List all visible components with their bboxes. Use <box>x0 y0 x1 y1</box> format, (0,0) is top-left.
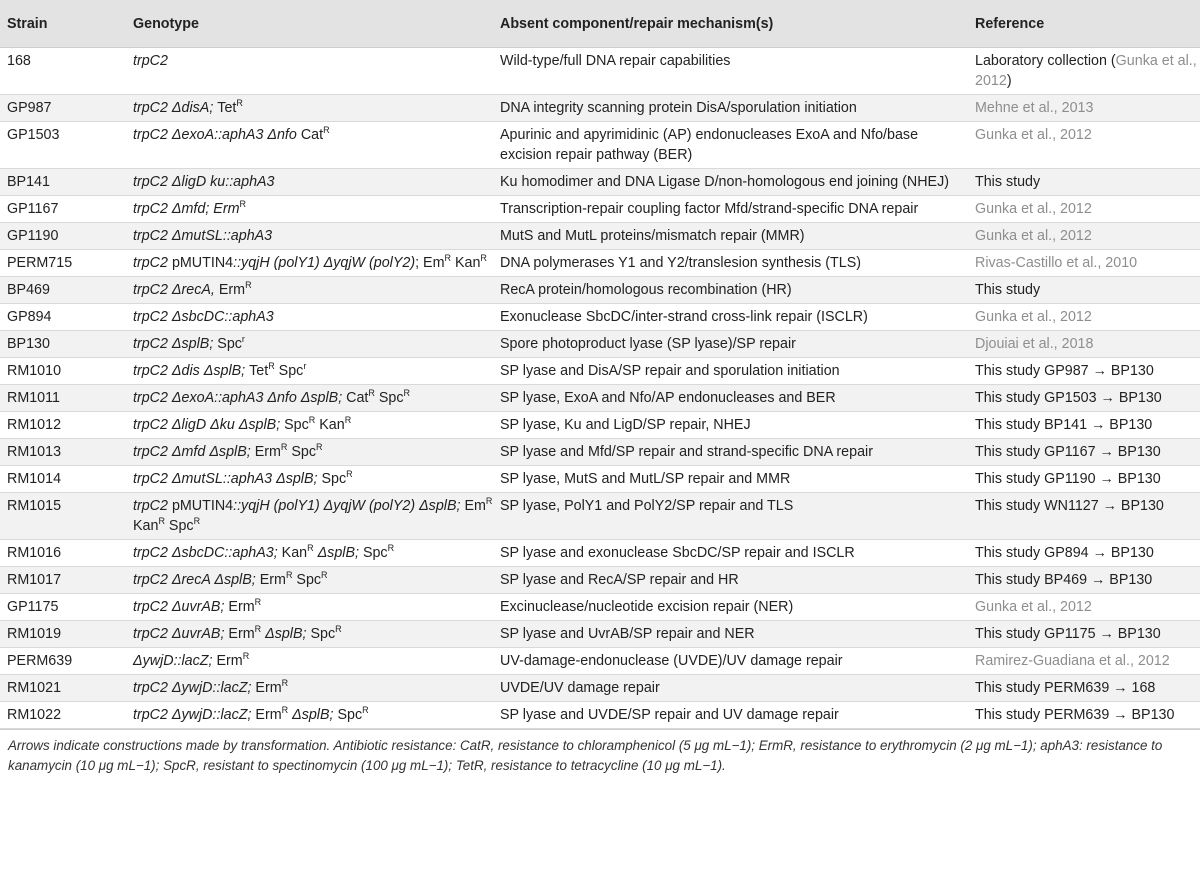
genotype-cell <box>126 493 493 540</box>
reference-cell <box>968 95 1200 122</box>
resistance-superscript: R <box>321 570 328 580</box>
reference-text: This study GP1175 → BP130 <box>975 626 1161 642</box>
genotype-text: trpC2 ΔuvrAB; <box>133 626 229 642</box>
reference-link[interactable]: Ramirez-Guadiana et al., 2012 <box>975 653 1170 669</box>
genotype-cell <box>126 466 493 493</box>
strain-cell: GP1190 <box>0 223 126 250</box>
resistance-superscript: R <box>239 199 247 209</box>
table-row <box>0 567 1200 594</box>
reference-text: ) <box>1006 73 1012 89</box>
table-row <box>0 358 1200 385</box>
reference-text: This study <box>975 282 1041 298</box>
strain-cell: RM1010 <box>0 358 126 385</box>
resistance-superscript: R <box>254 597 262 607</box>
table-row <box>0 196 1200 223</box>
genotype-marker: Erm <box>228 599 255 615</box>
reference-link[interactable]: Gunka et al., 2012 <box>975 201 1092 217</box>
genotype-marker: pMUTIN4 <box>171 255 234 271</box>
mechanism-cell: SP lyase, Ku and LigD/SP repair, NHEJ <box>493 412 968 439</box>
genotype-cell <box>126 648 493 675</box>
genotype-text: trpC2 Δmfd ΔsplB; <box>133 444 255 460</box>
genotype-marker: Kan <box>133 518 159 534</box>
resistance-superscript: R <box>245 280 252 290</box>
reference-text: This study <box>975 174 1041 190</box>
strain-cell: RM1011 <box>0 385 126 412</box>
resistance-superscript: R <box>323 125 330 135</box>
reference-text: This study GP1503 → BP130 <box>975 390 1162 406</box>
resistance-superscript: R <box>193 516 201 526</box>
resistance-superscript: R <box>444 253 451 263</box>
mechanism-cell: Wild-type/full DNA repair capabilities <box>493 48 968 95</box>
reference-link[interactable]: Gunka et al., 2012 <box>975 228 1092 244</box>
strain-cell: RM1014 <box>0 466 126 493</box>
mechanism-cell: SP lyase and UvrAB/SP repair and NER <box>493 621 968 648</box>
reference-cell <box>968 648 1200 675</box>
genotype-cell <box>126 122 493 169</box>
table-row <box>0 277 1200 304</box>
genotype-marker: Erm <box>255 680 282 696</box>
genotype-marker: Spc <box>374 390 404 406</box>
genotype-text: trpC2 ΔrecA, <box>133 282 219 298</box>
mechanism-cell: Excinuclease/nucleotide excision repair (NER) <box>493 594 968 621</box>
reference-cell <box>968 412 1200 439</box>
genotype-marker: Cat <box>346 390 369 406</box>
reference-cell <box>968 702 1200 729</box>
table-row <box>0 169 1200 196</box>
genotype-text: ::yqjH (polY1) ΔyqjW (polY2) ΔsplB; <box>233 498 465 514</box>
reference-text: This study WN1127 → BP130 <box>975 498 1164 514</box>
genotype-cell <box>126 439 493 466</box>
reference-cell <box>968 48 1200 95</box>
mechanism-cell: DNA polymerases Y1 and Y2/translesion synthesis (TLS) <box>493 250 968 277</box>
genotype-text: trpC2 ΔywjD::lacZ; <box>133 680 256 696</box>
mechanism-cell: Ku homodimer and DNA Ligase D/non-homologous end joining (NHEJ) <box>493 169 968 196</box>
resistance-superscript: R <box>280 442 288 452</box>
reference-text: This study PERM639 → BP130 <box>975 707 1175 723</box>
table-row <box>0 621 1200 648</box>
reference-link[interactable]: Rivas-Castillo et al., 2010 <box>975 255 1138 271</box>
genotype-text: trpC2 ΔsbcDC::aphA3; <box>133 545 282 561</box>
reference-cell <box>968 250 1200 277</box>
mechanism-cell: SP lyase, PolY1 and PolY2/SP repair and TLS <box>493 493 968 540</box>
reference-cell <box>968 122 1200 169</box>
table-row <box>0 439 1200 466</box>
genotype-text: ΔsplB; <box>261 626 311 642</box>
resistance-superscript: R <box>268 361 275 371</box>
resistance-superscript: R <box>480 253 487 263</box>
resistance-superscript: r <box>241 334 245 344</box>
genotype-cell <box>126 385 493 412</box>
table-row <box>0 122 1200 169</box>
resistance-superscript: r <box>303 361 307 371</box>
genotype-marker: Spc <box>362 545 388 561</box>
reference-cell <box>968 331 1200 358</box>
strain-cell: BP141 <box>0 169 126 196</box>
strain-cell: PERM639 <box>0 648 126 675</box>
genotype-marker: Spc <box>164 518 194 534</box>
reference-cell <box>968 223 1200 250</box>
mechanism-cell: SP lyase and Mfd/SP repair and strand-specific DNA repair <box>493 439 968 466</box>
resistance-superscript: R <box>307 543 314 553</box>
mechanism-cell: MutS and MutL proteins/mismatch repair (MMR) <box>493 223 968 250</box>
genotype-text: trpC2 ΔywjD::lacZ; <box>133 707 256 723</box>
reference-cell <box>968 594 1200 621</box>
strain-cell: RM1016 <box>0 540 126 567</box>
resistance-superscript: R <box>368 388 375 398</box>
genotype-cell <box>126 169 493 196</box>
genotype-cell <box>126 675 493 702</box>
genotype-text: trpC2 ΔrecA ΔsplB; <box>133 572 260 588</box>
reference-text: This study GP987 → BP130 <box>975 363 1154 379</box>
resistance-superscript: R <box>485 496 493 506</box>
strain-cell: RM1021 <box>0 675 126 702</box>
mechanism-cell: SP lyase, ExoA and Nfo/AP endonucleases and BER <box>493 385 968 412</box>
reference-cell <box>968 196 1200 223</box>
table-row <box>0 648 1200 675</box>
genotype-marker: Erm <box>259 572 286 588</box>
genotype-marker: Tet <box>249 363 269 379</box>
resistance-superscript: R <box>335 624 342 634</box>
reference-cell <box>968 466 1200 493</box>
genotype-text: trpC2 ΔmutSL::aphA3 <box>133 228 273 244</box>
reference-text: This study BP469 → BP130 <box>975 572 1153 588</box>
reference-cell <box>968 358 1200 385</box>
genotype-cell <box>126 95 493 122</box>
genotype-marker: Erm <box>216 653 243 669</box>
reference-text: This study GP1190 → BP130 <box>975 471 1161 487</box>
genotype-text: trpC2 ΔexoA::aphA3 Δnfo <box>133 127 301 143</box>
reference-text: This study PERM639 → 168 <box>975 680 1156 696</box>
genotype-cell <box>126 250 493 277</box>
resistance-superscript: R <box>236 98 243 108</box>
resistance-superscript: R <box>281 705 289 715</box>
mechanism-cell: UVDE/UV damage repair <box>493 675 968 702</box>
resistance-superscript: R <box>403 388 411 398</box>
genotype-marker: Erm <box>254 444 281 460</box>
strain-cell: RM1022 <box>0 702 126 729</box>
strain-cell: RM1017 <box>0 567 126 594</box>
reference-cell <box>968 493 1200 540</box>
genotype-cell <box>126 48 493 95</box>
resistance-superscript: R <box>344 415 352 425</box>
genotype-marker: Erm <box>255 707 282 723</box>
table-footnote: Arrows indicate constructions made by transformation. Antibiotic resistance: CatR, resistance to chloramphenicol (5 μg mL−1); ErmR, resistance to erythromycin (2 μg mL−1); aphA3: resistance to kanamycin (10 μg mL−1); SpcR, resistant to spectinomycin (100 μg mL−1); TetR, resistance to tetracycline (10 μg mL−1). <box>0 729 1200 776</box>
mechanism-cell: Spore photoproduct lyase (SP lyase)/SP repair <box>493 331 968 358</box>
table-row <box>0 675 1200 702</box>
genotype-cell <box>126 412 493 439</box>
genotype-text: disA; <box>181 100 218 116</box>
genotype-marker: Spc <box>310 626 336 642</box>
reference-text: This study GP894 → BP130 <box>975 545 1154 561</box>
genotype-text: trpC2 <box>133 498 172 514</box>
genotype-marker: Spc <box>217 336 242 352</box>
mechanism-cell: SP lyase and DisA/SP repair and sporulation initiation <box>493 358 968 385</box>
table-row <box>0 304 1200 331</box>
resistance-superscript: R <box>362 705 369 715</box>
table-row <box>0 540 1200 567</box>
genotype-marker: Cat <box>300 127 324 143</box>
genotype-text: trpC2 ΔligD ku::aphA3 <box>133 174 275 190</box>
mechanism-cell: SP lyase and RecA/SP repair and HR <box>493 567 968 594</box>
genotype-marker: Spc <box>274 363 304 379</box>
resistance-superscript: R <box>308 415 316 425</box>
mechanism-cell: RecA protein/homologous recombination (HR) <box>493 277 968 304</box>
resistance-superscript: R <box>254 624 262 634</box>
genotype-cell <box>126 196 493 223</box>
table-row <box>0 466 1200 493</box>
genotype-text: trpC2 ΔsbcDC::aphA3 <box>133 309 274 325</box>
strain-cell: RM1012 <box>0 412 126 439</box>
strain-cell: GP1175 <box>0 594 126 621</box>
genotype-marker: Erm <box>228 626 255 642</box>
mechanism-cell: Exonuclease SbcDC/inter-strand cross-link repair (ISCLR) <box>493 304 968 331</box>
strain-cell: BP130 <box>0 331 126 358</box>
reference-cell <box>968 567 1200 594</box>
reference-cell <box>968 169 1200 196</box>
genotype-text: trpC2 ΔligD Δku ΔsplB; <box>133 417 285 433</box>
genotype-cell <box>126 358 493 385</box>
genotype-marker: ; Em <box>415 255 445 271</box>
resistance-superscript: R <box>242 651 250 661</box>
table-row <box>0 95 1200 122</box>
genotype-cell <box>126 594 493 621</box>
genotype-marker: Em <box>464 498 486 514</box>
mechanism-cell: SP lyase and UVDE/SP repair and UV damage repair <box>493 702 968 729</box>
strain-cell: BP469 <box>0 277 126 304</box>
table-row <box>0 223 1200 250</box>
table-row <box>0 385 1200 412</box>
genotype-text: ΔywjD::lacZ; <box>133 653 217 669</box>
resistance-superscript: R <box>387 543 395 553</box>
genotype-marker: Erm <box>218 282 246 298</box>
genotype-cell <box>126 223 493 250</box>
genotype-text: trpC2 Δ <box>133 100 182 116</box>
genotype-marker: Spc <box>287 444 317 460</box>
genotype-cell <box>126 277 493 304</box>
header-genotype: Genotype <box>126 0 493 48</box>
genotype-text: ΔsplB; <box>313 545 363 561</box>
table-row <box>0 331 1200 358</box>
resistance-superscript: R <box>285 570 293 580</box>
genotype-cell <box>126 567 493 594</box>
genotype-cell <box>126 304 493 331</box>
reference-cell <box>968 621 1200 648</box>
genotype-marker: pMUTIN4 <box>171 498 234 514</box>
reference-cell <box>968 277 1200 304</box>
genotype-marker: Kan <box>451 255 481 271</box>
resistance-superscript: R <box>158 516 165 526</box>
genotype-text: trpC2 Δmfd; Erm <box>133 201 240 217</box>
reference-text: Laboratory collection ( <box>975 53 1116 69</box>
strain-cell: RM1015 <box>0 493 126 540</box>
resistance-superscript: R <box>281 678 289 688</box>
strain-cell: PERM715 <box>0 250 126 277</box>
genotype-marker: Kan <box>281 545 308 561</box>
genotype-cell <box>126 702 493 729</box>
reference-cell <box>968 385 1200 412</box>
mechanism-cell: Apurinic and apyrimidinic (AP) endonucleases ExoA and Nfo/base excision repair pathway (BER) <box>493 122 968 169</box>
reference-text: This study BP141 → BP130 <box>975 417 1153 433</box>
strain-cell: 168 <box>0 48 126 95</box>
table-row <box>0 702 1200 729</box>
genotype-marker: Kan <box>315 417 345 433</box>
header-reference: Reference <box>968 0 1200 48</box>
resistance-superscript: R <box>346 469 353 479</box>
mechanism-cell: DNA integrity scanning protein DisA/sporulation initiation <box>493 95 968 122</box>
genotype-text: trpC2 ΔexoA::aphA3 Δnfo ΔsplB; <box>133 390 347 406</box>
table-row <box>0 594 1200 621</box>
table-row <box>0 48 1200 95</box>
strain-cell: GP1503 <box>0 122 126 169</box>
header-row <box>0 0 1200 48</box>
table-body <box>0 48 1200 729</box>
strain-cell: RM1019 <box>0 621 126 648</box>
table-row <box>0 250 1200 277</box>
header-mechanism: Absent component/repair mechanism(s) <box>493 0 968 48</box>
reference-cell <box>968 540 1200 567</box>
reference-link[interactable]: Gunka et al., 2012 <box>975 53 1197 89</box>
strain-cell: GP1167 <box>0 196 126 223</box>
strain-cell: GP894 <box>0 304 126 331</box>
genotype-cell <box>126 621 493 648</box>
mechanism-cell: UV-damage-endonuclease (UVDE)/UV damage repair <box>493 648 968 675</box>
genotype-text: ::yqjH (polY1) ΔyqjW (polY2) <box>233 255 416 271</box>
genotype-text: trpC2 <box>133 255 172 271</box>
reference-link[interactable]: Gunka et al., 2012 <box>975 127 1092 143</box>
genotype-cell <box>126 540 493 567</box>
genotype-marker: Spc <box>321 471 347 487</box>
genotype-text: trpC2 ΔmutSL::aphA3 ΔsplB; <box>133 471 322 487</box>
genotype-text: ΔsplB; <box>288 707 338 723</box>
mechanism-cell: SP lyase, MutS and MutL/SP repair and MMR <box>493 466 968 493</box>
genotype-marker: Tet <box>217 100 237 116</box>
genotype-marker: Spc <box>292 572 322 588</box>
genotype-cell <box>126 331 493 358</box>
reference-cell <box>968 304 1200 331</box>
table-row <box>0 412 1200 439</box>
mechanism-cell: Transcription-repair coupling factor Mfd/strand-specific DNA repair <box>493 196 968 223</box>
reference-link[interactable]: Gunka et al., 2012 <box>975 599 1092 615</box>
table-row <box>0 493 1200 540</box>
genotype-text: trpC2 Δdis ΔsplB; <box>133 363 250 379</box>
reference-link[interactable]: Gunka et al., 2012 <box>975 309 1092 325</box>
strain-cell: RM1013 <box>0 439 126 466</box>
reference-link[interactable]: Djouiai et al., 2018 <box>975 336 1094 352</box>
reference-text: This study GP1167 → BP130 <box>975 444 1161 460</box>
genotype-text: trpC2 ΔuvrAB; <box>133 599 229 615</box>
genotype-text: trpC2 <box>133 53 168 69</box>
header-strain: Strain <box>0 0 126 48</box>
reference-cell <box>968 439 1200 466</box>
genotype-marker: Spc <box>337 707 363 723</box>
mechanism-cell: SP lyase and exonuclease SbcDC/SP repair and ISCLR <box>493 540 968 567</box>
reference-cell <box>968 675 1200 702</box>
reference-link[interactable]: Mehne et al., 2013 <box>975 100 1094 116</box>
resistance-superscript: R <box>316 442 323 452</box>
genotype-text: trpC2 ΔsplB; <box>133 336 218 352</box>
strain-cell: GP987 <box>0 95 126 122</box>
genotype-marker: Spc <box>284 417 309 433</box>
